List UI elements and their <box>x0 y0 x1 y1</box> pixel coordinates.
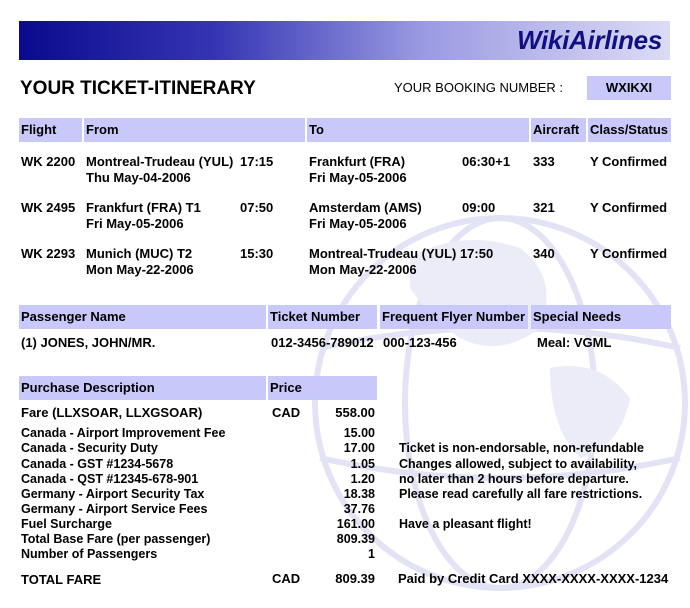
ticket-number: 012-3456-789012 <box>271 335 374 350</box>
total-fare-label: TOTAL FARE <box>21 572 102 587</box>
purchase-item-amount: 18.38 <box>343 487 375 501</box>
flight-number: WK 2495 <box>21 200 76 215</box>
to-time: 09:00 <box>462 200 496 215</box>
page-title: YOUR TICKET-ITINERARY <box>20 78 256 99</box>
passenger-name: (1) JONES, JOHN/MR. <box>21 335 156 350</box>
col-header-passenger-name: Passenger Name <box>19 305 266 329</box>
brand-logo: WikiAirlines <box>517 25 662 55</box>
total-fare-amount: 809.39 <box>335 571 375 586</box>
from-time: 07:50 <box>240 200 274 215</box>
from-time: 15:30 <box>240 246 274 261</box>
to-date: Fri May-05-2006 <box>309 170 407 185</box>
payment-info: Paid by Credit Card XXXX-XXXX-XXXX-1234 <box>398 571 669 586</box>
purchase-item-amount: 161.00 <box>336 517 375 531</box>
purchase-item-amount: 15.00 <box>343 426 375 440</box>
note-line: Ticket is non-endorsable, non-refundable <box>399 441 644 455</box>
to-place: Frankfurt (FRA) <box>309 154 406 169</box>
purchase-item-label: Canada - QST #12345-678-901 <box>21 472 199 486</box>
from-place: Munich (MUC) T2 <box>86 246 193 261</box>
flight-number: WK 2200 <box>21 154 76 169</box>
aircraft: 333 <box>533 154 555 169</box>
to-date: Mon May-22-2006 <box>309 262 417 277</box>
note-line: no later than 2 hours before departure. <box>399 472 629 486</box>
fare-label: Fare (LLXSOAR, LLXGSOAR) <box>21 405 203 420</box>
class-status: Y Confirmed <box>590 200 668 215</box>
purchase-item-label: Canada - Airport Improvement Fee <box>21 426 226 440</box>
purchase-item-label: Canada - GST #1234-5678 <box>21 457 174 471</box>
total-fare-currency: CAD <box>272 571 301 586</box>
header-banner <box>19 21 670 60</box>
col-header-to: To <box>307 118 529 142</box>
from-date: Mon May-22-2006 <box>86 262 194 277</box>
from-place: Montreal-Trudeau (YUL) <box>86 154 234 169</box>
note-line: Please read carefully all fare restrictions. <box>399 487 643 501</box>
purchase-item-amount: 1.05 <box>350 457 375 471</box>
special-needs: Meal: VGML <box>537 335 612 350</box>
class-status: Y Confirmed <box>590 154 668 169</box>
col-header-class-status: Class/Status <box>588 118 671 142</box>
closing-message: Have a pleasant flight! <box>399 517 532 531</box>
from-time: 17:15 <box>240 154 274 169</box>
fare-amount: 558.00 <box>335 405 375 420</box>
fare-currency: CAD <box>272 405 301 420</box>
to-place: Montreal-Trudeau (YUL) 17:50 <box>309 246 494 261</box>
col-header-from: From <box>84 118 305 142</box>
aircraft: 321 <box>533 200 555 215</box>
to-place: Amsterdam (AMS) <box>309 200 422 215</box>
purchase-item-amount: 1 <box>368 547 375 561</box>
booking-number-value: WXIKXI <box>587 76 671 100</box>
aircraft: 340 <box>533 246 555 261</box>
booking-number-label: YOUR BOOKING NUMBER : <box>394 80 564 95</box>
purchase-item-amount: 1.20 <box>350 472 375 486</box>
purchase-item-amount: 809.39 <box>336 532 375 546</box>
note-line: Changes allowed, subject to availability, <box>399 457 638 471</box>
class-status: Y Confirmed <box>590 246 668 261</box>
flight-number: WK 2293 <box>21 246 76 261</box>
purchase-item-label: Germany - Airport Security Tax <box>21 487 205 501</box>
to-date: Fri May-05-2006 <box>309 216 407 231</box>
purchase-item-amount: 17.00 <box>343 441 375 455</box>
col-header-special-needs: Special Needs <box>531 305 671 329</box>
from-date: Thu May-04-2006 <box>86 170 191 185</box>
purchase-item-label: Fuel Surcharge <box>21 517 112 531</box>
col-header-purchase-description: Purchase Description <box>19 376 266 400</box>
purchase-item-amount: 37.76 <box>343 502 375 516</box>
purchase-item-label: Total Base Fare (per passenger) <box>21 532 211 546</box>
col-header-flight: Flight <box>19 118 82 142</box>
to-time: 06:30+1 <box>462 154 511 169</box>
col-header-ticket-number: Ticket Number <box>268 305 377 329</box>
purchase-item-label: Canada - Security Duty <box>21 441 158 455</box>
purchase-item-label: Germany - Airport Service Fees <box>21 502 208 516</box>
col-header-aircraft: Aircraft <box>531 118 586 142</box>
from-place: Frankfurt (FRA) T1 <box>86 200 201 215</box>
purchase-item-label: Number of Passengers <box>21 547 158 561</box>
from-date: Fri May-05-2006 <box>86 216 184 231</box>
col-header-frequent-flyer: Frequent Flyer Number <box>380 305 528 329</box>
col-header-price: Price <box>268 376 377 400</box>
frequent-flyer-number: 000-123-456 <box>383 335 457 350</box>
